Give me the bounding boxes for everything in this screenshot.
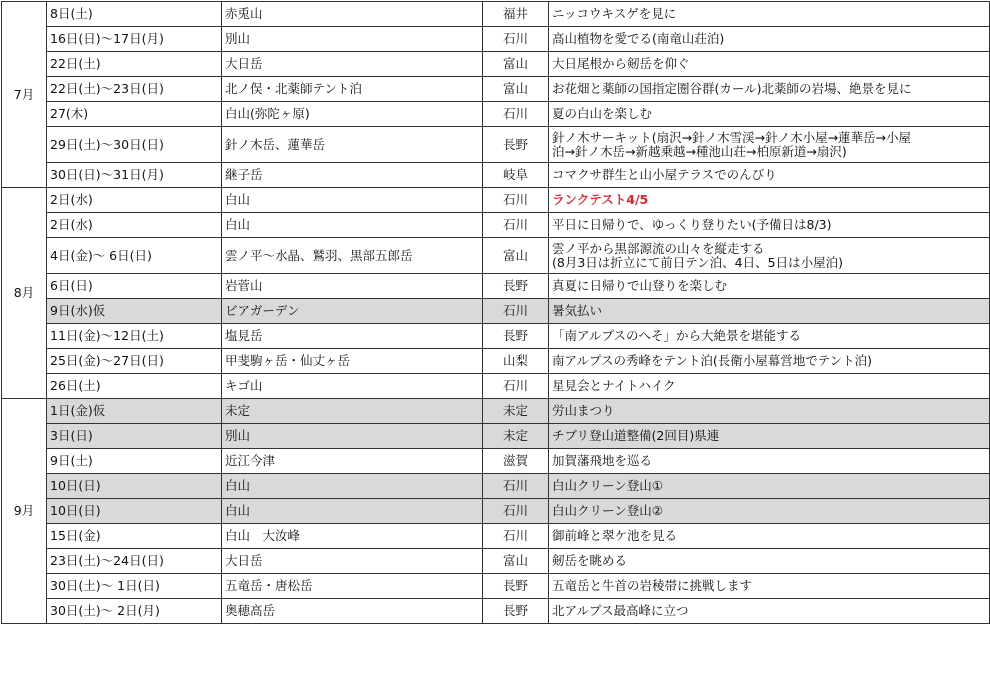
prefecture-cell: 石川 — [483, 188, 549, 213]
month-label: 8月 — [2, 188, 47, 399]
purpose-line: 大日尾根から剱岳を仰ぐ — [552, 56, 690, 71]
month-label: 7月 — [2, 2, 47, 188]
schedule-row — [2, 127, 990, 163]
schedule-row — [2, 399, 990, 424]
prefecture-cell: 石川 — [483, 299, 549, 324]
schedule-row — [2, 599, 990, 624]
date-cell: 10日(日) — [47, 474, 222, 499]
prefecture-cell: 滋賀 — [483, 449, 549, 474]
mountain-cell: 針ノ木岳、蓮華岳 — [222, 127, 483, 163]
date-cell: 30日(土)〜 1日(日) — [47, 574, 222, 599]
prefecture-cell: 石川 — [483, 374, 549, 399]
date-cell: 26日(土) — [47, 374, 222, 399]
date-cell: 3日(日) — [47, 424, 222, 449]
mountain-cell: 奥穂高岳 — [222, 599, 483, 624]
purpose-cell — [549, 424, 990, 449]
purpose-line: 雲ノ平から黒部源流の山々を縦走する — [552, 240, 765, 256]
purpose-line: 高山植物を愛でる(南竜山荘泊) — [552, 31, 725, 46]
schedule-row — [2, 163, 990, 188]
purpose-line: お花畑と薬師の国指定圏谷群(カール)北薬師の岩場、絶景を見に — [552, 81, 912, 96]
prefecture-cell: 岐阜 — [483, 163, 549, 188]
schedule-row — [2, 374, 990, 399]
date-cell: 9日(水)仮 — [47, 299, 222, 324]
schedule-row — [2, 299, 990, 324]
schedule-row — [2, 424, 990, 449]
prefecture-cell: 未定 — [483, 399, 549, 424]
mountain-cell: 五竜岳・唐松岳 — [222, 574, 483, 599]
prefecture-cell: 長野 — [483, 599, 549, 624]
purpose-cell — [549, 2, 990, 27]
mountain-cell: 別山 — [222, 27, 483, 52]
purpose-line: 北アルプス最高峰に立つ — [552, 603, 689, 618]
schedule-row — [2, 549, 990, 574]
mountain-cell: 白山(弥陀ヶ原) — [222, 102, 483, 127]
purpose-line: 「南アルプスのへそ」から大絶景を堪能する — [552, 328, 802, 343]
date-cell: 23日(土)〜24日(日) — [47, 549, 222, 574]
month-label: 9月 — [2, 399, 47, 624]
purpose-cell — [549, 499, 990, 524]
purpose-cell — [549, 324, 990, 349]
schedule-row — [2, 324, 990, 349]
mountain-cell: 近江今津 — [222, 449, 483, 474]
mountain-cell: 大日岳 — [222, 52, 483, 77]
prefecture-cell: 長野 — [483, 574, 549, 599]
purpose-line: 御前峰と翠ケ池を見る — [552, 528, 678, 543]
purpose-cell — [549, 127, 990, 163]
purpose-line: 白山クリーン登山① — [552, 478, 663, 493]
purpose-cell — [549, 163, 990, 188]
date-cell: 29日(土)〜30日(日) — [47, 127, 222, 163]
date-cell: 2日(水) — [47, 213, 222, 238]
purpose-cell — [549, 549, 990, 574]
purpose-cell — [549, 524, 990, 549]
purpose-cell — [549, 374, 990, 399]
schedule-row — [2, 27, 990, 52]
date-cell: 25日(金)〜27日(日) — [47, 349, 222, 374]
schedule-row — [2, 274, 990, 299]
purpose-cell — [549, 599, 990, 624]
mountain-cell: 岩菅山 — [222, 274, 483, 299]
date-cell: 11日(金)〜12日(土) — [47, 324, 222, 349]
prefecture-cell: 石川 — [483, 102, 549, 127]
prefecture-cell: 長野 — [483, 127, 549, 163]
schedule-row — [2, 474, 990, 499]
prefecture-cell: 未定 — [483, 424, 549, 449]
date-cell: 6日(日) — [47, 274, 222, 299]
mountain-cell: 別山 — [222, 424, 483, 449]
prefecture-cell: 石川 — [483, 213, 549, 238]
purpose-line: 真夏に日帰りで山登りを楽しむ — [552, 278, 728, 293]
mountain-cell: 白山 大汝峰 — [222, 524, 483, 549]
purpose-line: ニッコウキスゲを見に — [552, 6, 677, 21]
purpose-cell — [549, 213, 990, 238]
date-cell: 10日(日) — [47, 499, 222, 524]
purpose-line: 星見会とナイトハイク — [552, 378, 676, 393]
prefecture-cell: 石川 — [483, 474, 549, 499]
purpose-line: 白山クリーン登山② — [552, 503, 663, 518]
purpose-cell — [549, 299, 990, 324]
mountain-cell: 白山 — [222, 188, 483, 213]
purpose-cell — [549, 274, 990, 299]
purpose-cell — [549, 474, 990, 499]
purpose-cell — [549, 349, 990, 374]
purpose-line: コマクサ群生と山小屋テラスでのんびり — [552, 167, 777, 182]
purpose-cell — [549, 399, 990, 424]
date-cell: 27(木) — [47, 102, 222, 127]
schedule-row — [2, 238, 990, 274]
schedule-row — [2, 188, 990, 213]
mountain-cell: 白山 — [222, 213, 483, 238]
date-cell: 16日(日)〜17日(月) — [47, 27, 222, 52]
purpose-line: 加賀藩飛地を巡る — [552, 453, 653, 468]
mountain-cell: 継子岳 — [222, 163, 483, 188]
mountain-cell: 白山 — [222, 499, 483, 524]
mountain-cell: キゴ山 — [222, 374, 483, 399]
date-cell: 15日(金) — [47, 524, 222, 549]
mountain-cell: 赤兎山 — [222, 2, 483, 27]
date-cell: 22日(土) — [47, 52, 222, 77]
purpose-line: 夏の白山を楽しむ — [552, 106, 653, 121]
purpose-cell — [549, 52, 990, 77]
schedule-row — [2, 2, 990, 27]
purpose-line: 労山まつり — [552, 403, 615, 418]
date-cell: 1日(金)仮 — [47, 399, 222, 424]
purpose-line: チブリ登山道整備(2回目)県連 — [552, 428, 720, 443]
purpose-line: 五竜岳と牛首の岩稜帯に挑戦します — [552, 578, 753, 593]
prefecture-cell: 富山 — [483, 549, 549, 574]
purpose-cell — [549, 574, 990, 599]
schedule-row — [2, 77, 990, 102]
prefecture-cell: 富山 — [483, 77, 549, 102]
mountain-cell: 大日岳 — [222, 549, 483, 574]
schedule-body — [2, 2, 990, 624]
purpose-cell — [549, 27, 990, 52]
schedule-row — [2, 449, 990, 474]
schedule-row — [2, 574, 990, 599]
schedule-row — [2, 102, 990, 127]
mountain-cell: 北ノ俣・北薬師テント泊 — [222, 77, 483, 102]
purpose-cell — [549, 238, 990, 274]
purpose-line: 南アルプスの秀峰をテント泊(長衛小屋幕営地でテント泊) — [552, 353, 873, 368]
mountain-cell: 甲斐駒ヶ岳・仙丈ヶ岳 — [222, 349, 483, 374]
prefecture-cell: 長野 — [483, 274, 549, 299]
mountain-cell: 雲ノ平〜水晶、鷲羽、黒部五郎岳 — [222, 238, 483, 274]
prefecture-cell: 石川 — [483, 524, 549, 549]
date-cell: 30日(土)〜 2日(月) — [47, 599, 222, 624]
purpose-cell — [549, 102, 990, 127]
prefecture-cell: 福井 — [483, 2, 549, 27]
prefecture-cell: 富山 — [483, 238, 549, 274]
purpose-cell — [549, 77, 990, 102]
schedule-row — [2, 524, 990, 549]
purpose-line: 暑気払い — [552, 303, 603, 318]
date-cell: 4日(金)〜 6日(日) — [47, 238, 222, 274]
prefecture-cell: 石川 — [483, 27, 549, 52]
mountain-cell: 塩見岳 — [222, 324, 483, 349]
purpose-line: (8月3日は折立にて前日テン泊、4日、5日は小屋泊) — [552, 254, 843, 270]
prefecture-cell: 長野 — [483, 324, 549, 349]
date-cell: 9日(土) — [47, 449, 222, 474]
prefecture-cell: 石川 — [483, 499, 549, 524]
schedule-row — [2, 52, 990, 77]
mountain-cell: 未定 — [222, 399, 483, 424]
prefecture-cell: 山梨 — [483, 349, 549, 374]
purpose-line: 平日に日帰りで、ゆっくり登りたい(予備日は8/3) — [552, 217, 832, 232]
schedule-row — [2, 349, 990, 374]
purpose-line: 剱岳を眺める — [552, 553, 628, 568]
date-cell: 30日(日)〜31日(月) — [47, 163, 222, 188]
date-cell: 2日(水) — [47, 188, 222, 213]
schedule-row — [2, 499, 990, 524]
prefecture-cell: 富山 — [483, 52, 549, 77]
date-cell: 8日(土) — [47, 2, 222, 27]
mountain-cell: ビアガーデン — [222, 299, 483, 324]
mountain-cell: 白山 — [222, 474, 483, 499]
purpose-cell — [549, 188, 990, 213]
rank-test-text: ランクテスト4/5 — [552, 192, 649, 207]
date-cell: 22日(土)〜23日(日) — [47, 77, 222, 102]
schedule-row — [2, 213, 990, 238]
purpose-line: 針ノ木サーキット(扇沢→針ノ木雪渓→針ノ木小屋→蓮華岳→小屋 — [552, 129, 912, 145]
purpose-line: 泊→針ノ木岳→新越乗越→種池山荘→柏原新道→扇沢) — [552, 143, 847, 159]
purpose-cell — [549, 449, 990, 474]
schedule-table — [1, 1, 990, 624]
